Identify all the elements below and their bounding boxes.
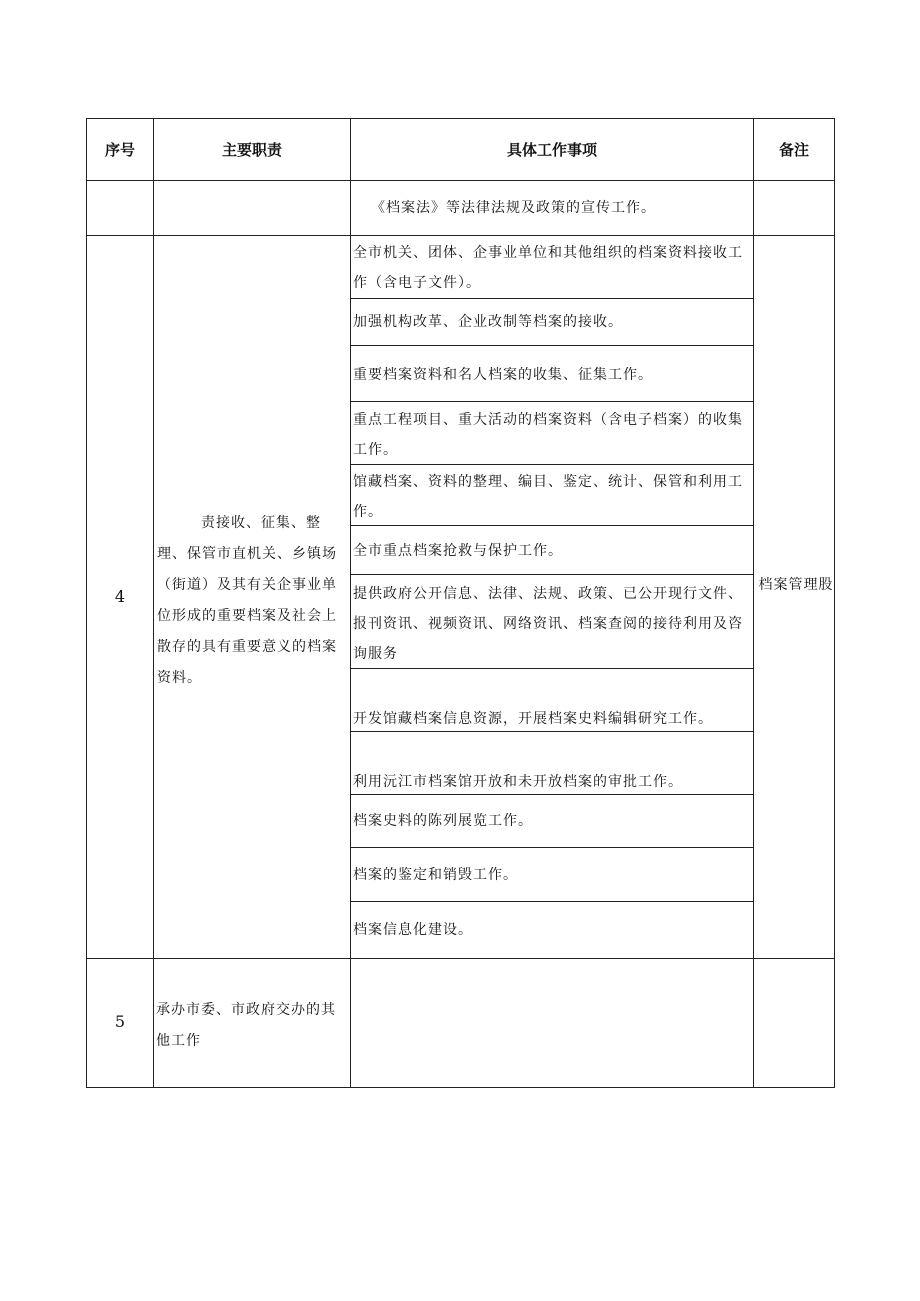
task-item: 全市机关、团体、企事业单位和其他组织的档案资料接收工作（含电子文件）。 [353, 245, 743, 291]
header-task: 具体工作事项 [506, 141, 597, 159]
header-bottom-line [87, 180, 834, 181]
task-item: 重要档案资料和名人档案的收集、征集工作。 [353, 367, 653, 383]
duties-table [86, 118, 835, 1088]
col-divider [753, 119, 754, 1087]
task-line [350, 345, 754, 346]
header-duty: 主要职责 [221, 141, 282, 159]
task-item: 开发馆藏档案信息资源，开展档案史料编辑研究工作。 [353, 711, 713, 727]
task-item: 全市重点档案抢救与保护工作。 [353, 543, 563, 559]
task-line [350, 401, 754, 402]
task-line [350, 668, 754, 669]
task-item: 档案信息化建设。 [353, 922, 473, 938]
task-item: 馆藏档案、资料的整理、编目、鉴定、统计、保管和利用工作。 [353, 474, 743, 520]
row-line [87, 235, 834, 236]
task-line [350, 525, 754, 526]
col-divider [153, 119, 154, 1087]
task-line [350, 794, 754, 795]
task-line [350, 298, 754, 299]
row4-number: 4 [114, 587, 126, 606]
row5-duty: 承办市委、市政府交办的其他工作 [156, 1002, 336, 1049]
task-item: 加强机构改革、企业改制等档案的接收。 [353, 314, 623, 330]
task-item: 重点工程项目、重大活动的档案资料（含电子档案）的收集工作。 [353, 412, 743, 458]
task-line [350, 901, 754, 902]
row4-note: 档案管理股 [758, 577, 834, 593]
header-no: 序号 [104, 141, 135, 159]
row-line [87, 958, 834, 959]
task-line [350, 574, 754, 575]
task-item: 档案的鉴定和销毁工作。 [353, 867, 518, 883]
row5-number: 5 [114, 1012, 126, 1031]
task-line [350, 464, 754, 465]
task-item: 提供政府公开信息、法律、法规、政策、已公开现行文件、报刊资讯、视频资讯、网络资讯、档案查阅的接待利用及咨询服务 [353, 586, 743, 662]
row4-duty: 责接收、征集、整理、保管市直机关、乡镇场（街道）及其有关企事业单位形成的重要档案及社会上散存的具有重要意义的档案资料。 [157, 515, 337, 686]
header-note: 备注 [778, 141, 809, 159]
col-divider [350, 119, 351, 1087]
task-item: 利用沅江市档案馆开放和未开放档案的审批工作。 [353, 774, 683, 790]
task-item: 档案史料的陈列展览工作。 [353, 813, 533, 829]
task-cell-prev: 《档案法》等法律法规及政策的宣传工作。 [371, 200, 656, 216]
task-line [350, 847, 754, 848]
task-line [350, 731, 754, 732]
